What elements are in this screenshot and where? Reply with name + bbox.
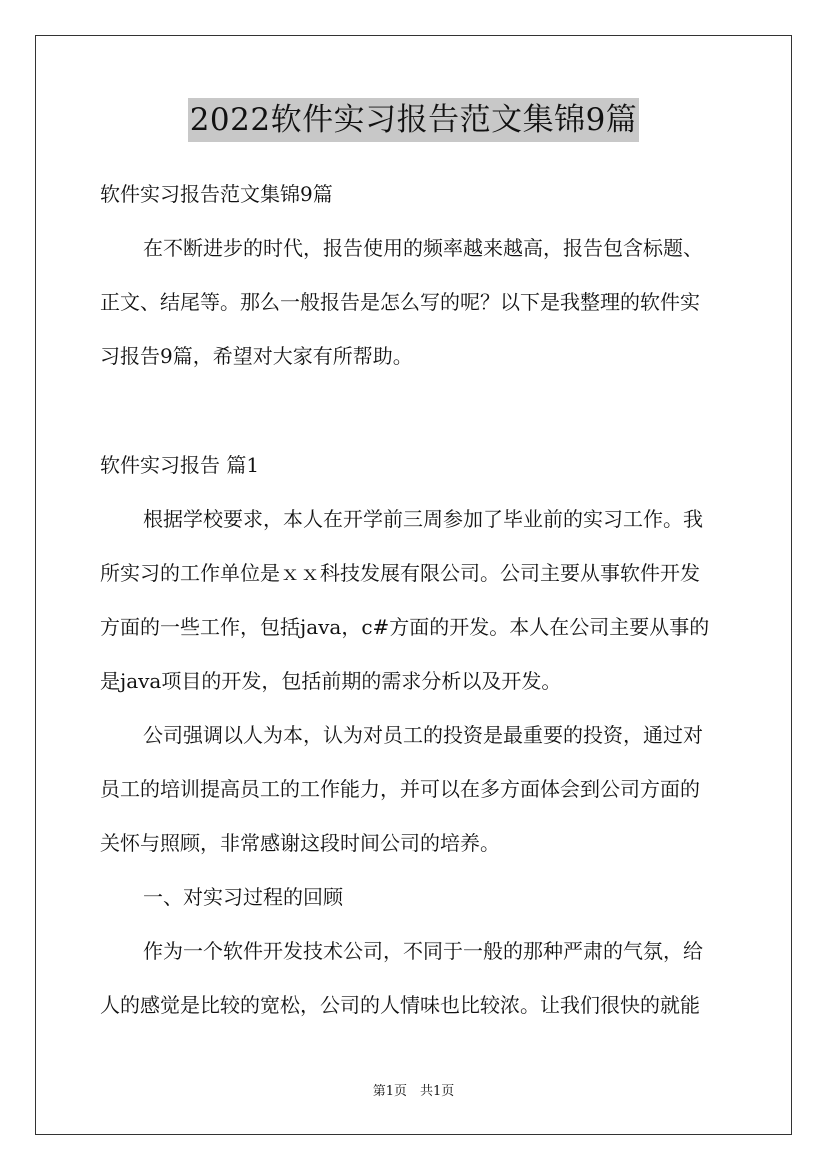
body-line-5: 公司强调以人为本，认为对员工的投资是最重要的投资，通过对 (143, 723, 703, 747)
page-footer: 第1页 共1页 (372, 1084, 455, 1099)
body-line-9: 作为一个软件开发技术公司，不同于一般的那种严肃的气氛，给 (143, 939, 703, 963)
document-subtitle: 软件实习报告范文集锦9篇 (100, 182, 333, 206)
section-heading: 软件实习报告 篇1 (100, 453, 260, 477)
body-line-3: 方面的一些工作，包括java，c#方面的开发。本人在公司主要从事的 (100, 615, 710, 639)
intro-line-3: 习报告9篇，希望对大家有所帮助。 (100, 344, 413, 368)
body-line-1: 根据学校要求，本人在开学前三周参加了毕业前的实习工作。我 (143, 507, 703, 531)
subsection-heading: 一、对实习过程的回顾 (143, 885, 343, 909)
intro-line-2: 正文、结尾等。那么一般报告是怎么写的呢？以下是我整理的软件实 (100, 290, 700, 314)
title-container (0, 98, 827, 142)
intro-line-1: 在不断进步的时代，报告使用的频率越来越高，报告包含标题、 (143, 236, 703, 260)
body-line-4: 是java项目的开发，包括前期的需求分析以及开发。 (100, 669, 562, 693)
document-title: 2022软件实习报告范文集锦9篇 (188, 98, 640, 142)
body-line-10: 人的感觉是比较的宽松，公司的人情味也比较浓。让我们很快的就能 (100, 993, 700, 1017)
body-line-6: 员工的培训提高员工的工作能力，并可以在多方面体会到公司方面的 (100, 777, 700, 801)
body-line-7: 关怀与照顾，非常感谢这段时间公司的培养。 (100, 831, 500, 855)
body-line-2: 所实习的工作单位是ｘｘ科技发展有限公司。公司主要从事软件开发 (100, 561, 700, 585)
